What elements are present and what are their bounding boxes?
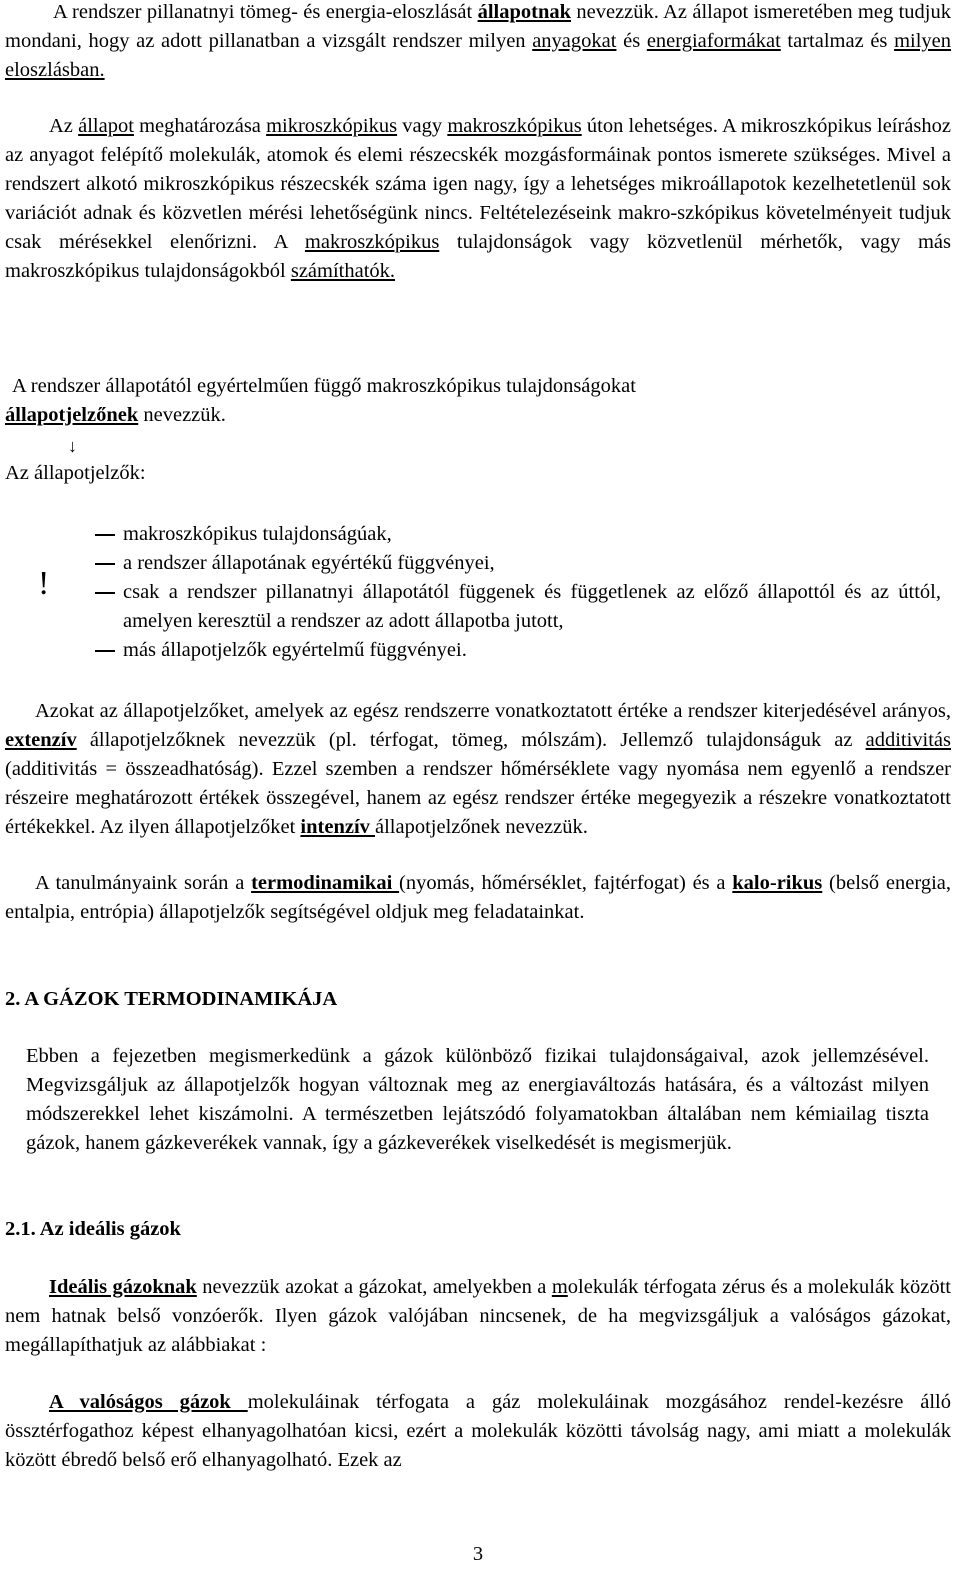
term-intenziv: intenzív	[300, 816, 376, 838]
page-number: 3	[472, 1543, 484, 1565]
down-arrow-icon: ↓	[68, 436, 77, 456]
exclamation-icon: !	[38, 565, 50, 602]
term-idealis-gazoknak: Ideális gázoknak	[49, 1276, 197, 1298]
subsection-heading: 2.1. Az ideális gázok	[5, 1218, 181, 1240]
list-title: Az állapotjelzők:	[5, 462, 146, 484]
list-item: csak a rendszer pillanatnyi állapotától függenek és függetlenek az előző állapottól és az úttól, amelyen keresztül a rendszer az adott állapotba jutott,	[95, 578, 951, 636]
section-heading: 2. A GÁZOK TERMODINAMIKÁJA	[5, 988, 338, 1010]
dash-bullet	[95, 534, 115, 536]
dash-bullet	[95, 563, 115, 565]
state-variable-properties-list	[95, 520, 951, 665]
paragraph-real-gases: A valóságos gázok molekuláinak térfogata a gáz molekuláinak mozgásához rendel-kezésre álló össztérfogathoz képest elhanyagolhatóan kicsi, ezért a molekulák közötti távolság nagy, ami miatt a molekulák között ébredő belső erő elhanyagolható. Ezek az	[5, 1391, 951, 1471]
paragraph-ideal-gas-definition: Ideális gázoknak nevezzük azokat a gázokat, amelyekben a molekulák térfogata zérus és a molekulák között nem hatnak belső vonzóerők. Ilyen gázok valójában nincsenek, de ha megvizsgáljuk a valóságos gázokat, megállapíthatjuk az alábbiakat :	[5, 1276, 951, 1356]
paragraph-state-variables: A rendszer állapotától egyértelműen függő makroszkópikus tulajdonságokat állapotjelzőnek nevezzük.	[5, 375, 636, 426]
list-item: makroszkópikus tulajdonságúak,	[95, 520, 951, 549]
term-allapotjelzonek: állapotjelzőnek	[5, 404, 139, 426]
dash-bullet	[95, 592, 115, 594]
paragraph-state-determination: Az állapot meghatározása mikroszkópikus vagy makroszkópikus úton lehetséges. A mikroszkópikus leíráshoz az anyagot felépítő molekulák, atomok és elemi részecskék mozgásformáinak pontos ismerete szükséges. Mivel a rendszert alkotó mikroszkópikus részecskék száma igen nagy, így a lehetséges mikroállapotok kezelhetetlenül sok variációt adnak és közvetlen mérési lehetőségünk nincs. Feltételezéseink makro-szkópikus követelményeit tudjuk csak mérésekkel elenőrizni. A makroszkópikus tulajdonságok vagy közvetlenül mérhetők, vagy más makroszkópikus tulajdonságokból számíthatók.	[5, 115, 951, 282]
term-allapotnak: állapotnak	[477, 1, 571, 23]
term-termodinamikai: termodinamikai	[251, 872, 400, 894]
list-item: a rendszer állapotának egyértékű függvényei,	[95, 549, 951, 578]
term-additivitas: additivitás	[865, 729, 951, 751]
paragraph-chapter-intro: Ebben a fejezetben megismerkedünk a gázok különböző fizikai tulajdonságaival, azok jellemzésével. Megvizsgáljuk az állapotjelzők hogyan változnak meg az energiaváltozás hatására, és a változást milyen módszerekkel lehet kiszámolni. A természetben lejátszódó folyamatokban általában nem kémiailag tiszta gázok, hanem gázkeverékek vannak, így a gázkeverékek viselkedését is megismerjük.	[26, 1045, 929, 1154]
term-kalorikus: kalo-rikus	[732, 872, 823, 894]
dash-bullet	[95, 650, 115, 652]
paragraph-state-definition: A rendszer pillanatnyi tömeg- és energia-eloszlását állapotnak nevezzük. Az állapot ismeretében meg tudjuk mondani, hogy az adott pillanatban a vizsgált rendszer milyen anyagokat és energiaformákat tartalmaz és milyen eloszlásban.	[5, 1, 951, 81]
term-valosagos-gazok: A valóságos gázok	[49, 1391, 248, 1413]
term-extenziv: extenzív	[5, 729, 77, 751]
paragraph-thermodynamic-caloric: A tanulmányaink során a termodinamikai (nyomás, hőmérséklet, fajtérfogat) és a kalo-rikus (belső energia, entalpia, entrópia) állapotjelzők segítségével oldjuk meg feladatainkat.	[5, 872, 951, 923]
paragraph-extensive-intensive: Azokat az állapotjelzőket, amelyek az egész rendszerre vonatkoztatott értéke a rendszer kiterjedésével arányos, extenzív állapotjelzőknek nevezzük (pl. térfogat, tömeg, mólszám). Jellemző tulajdonságuk az additivitás (additivitás = összeadhatóság). Ezzel szemben a rendszer hőmérséklete vagy nyomása nem egyenlő a rendszer részeire meghatározott értékek összegével, hanem az egész rendszer értéke megegyezik a részekre vonatkoztatott értékekkel. Az ilyen állapotjelzőket intenzív állapotjelzőnek nevezzük.	[5, 700, 951, 838]
list-item: más állapotjelzők egyértelmű függvényei.	[95, 636, 951, 665]
